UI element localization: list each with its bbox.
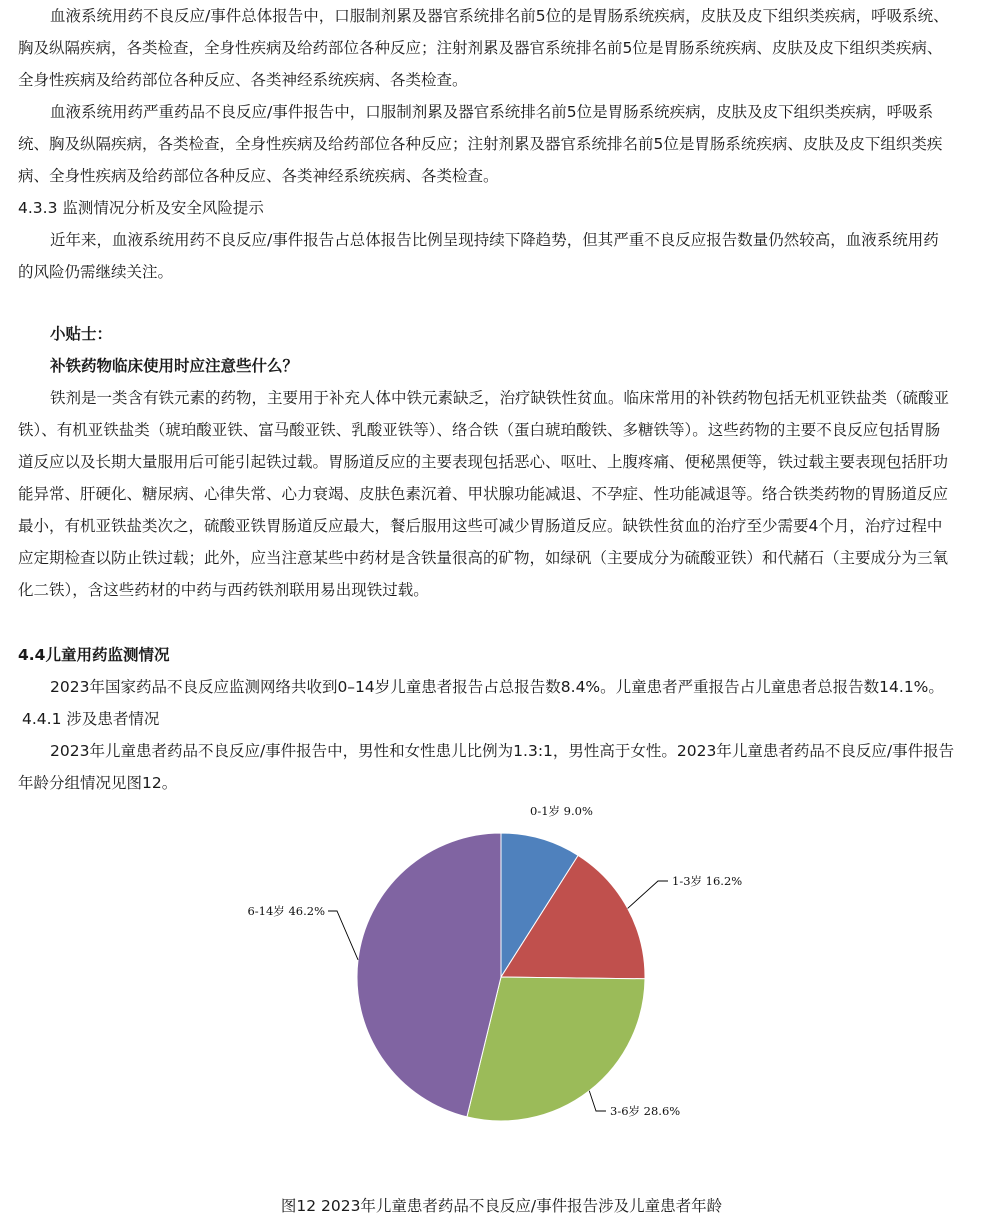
pie-label-0-1岁: 0-1岁 9.0% (530, 804, 593, 818)
para2-line1: 血液系统用药严重药品不良反应/事件报告中，口服制剂累及器官系统排名前5位是胃肠系统疾病，皮肤及皮下组织类疾病，呼吸系 (50, 103, 934, 121)
figure-caption: 图12 2023年儿童患者药品不良反应/事件报告涉及儿童患者年龄 (280, 1197, 723, 1215)
para3-line1: 近年来，血液系统用药不良反应/事件报告占总体报告比例呈现持续下降趋势，但其严重不良反应报告数量仍然较高，血液系统用药 (50, 231, 939, 249)
para2-line3: 病、全身性疾病及给药部位各种反应、各类神经系统疾病、各类检查。 (18, 167, 499, 185)
tip-line5: 最小，有机亚铁盐类次之，硫酸亚铁胃肠道反应最大，餐后服用这些可减少胃肠道反应。缺铁性贫血的治疗至少需要4个月，治疗过程中 (18, 517, 943, 535)
para1-line1: 血液系统用药不良反应/事件总体报告中，口服制剂累及器官系统排名前5位的是胃肠系统疾病，皮肤及皮下组织类疾病，呼吸系统、 (50, 7, 949, 25)
pie-label-6-14岁: 6-14岁 46.2% (247, 904, 325, 918)
age-pie-chart (0, 795, 1003, 1190)
tip-line7: 化二铁），含这些药材的中药与西药铁剂联用易出现铁过载。 (18, 581, 429, 599)
para1-line3: 全身性疾病及给药部位各种反应、各类神经系统疾病、各类检查。 (18, 71, 468, 89)
leader-line-6-14岁 (328, 911, 358, 960)
para-4-4-1-line2: 年龄分组情况见图12。 (18, 774, 178, 792)
para2-line2: 统、胸及纵隔疾病，各类检查，全身性疾病及给药部位各种反应；注射剂累及器官系统排名前5位是胃肠系统疾病、皮肤及皮下组织类疾 (18, 135, 943, 153)
section-heading-4-4-1: 4.4.1 涉及患者情况 (22, 710, 160, 728)
tip-line6: 应定期检查以防止铁过载；此外，应当注意某些中药材是含铁量很高的矿物，如绿矾（主要成分为硫酸亚铁）和代赭石（主要成分为三氧 (18, 549, 949, 567)
pie-label-1-3岁: 1-3岁 16.2% (672, 874, 743, 888)
tip-line1: 铁剂是一类含有铁元素的药物，主要用于补充人体中铁元素缺乏，治疗缺铁性贫血。临床常用的补铁药物包括无机亚铁盐类（硫酸亚 (50, 389, 950, 407)
para-4-4-line1: 2023年国家药品不良反应监测网络共收到0–14岁儿童患者报告占总报告数8.4%。儿童患者严重报告占儿童患者总报告数14.1%。 (50, 678, 944, 696)
para1-line2: 胸及纵隔疾病，各类检查，全身性疾病及给药部位各种反应；注射剂累及器官系统排名前5位是胃肠系统疾病、皮肤及皮下组织类疾病、 (18, 39, 943, 57)
leader-line-1-3岁 (628, 881, 668, 908)
tip-line2: 铁）、有机亚铁盐类（琥珀酸亚铁、富马酸亚铁、乳酸亚铁等）、络合铁（蛋白琥珀酸铁、多糖铁等）。这些药物的主要不良反应包括胃肠 (18, 421, 941, 439)
tip-line4: 能异常、肝硬化、糖尿病、心律失常、心力衰竭、皮肤色素沉着、甲状腺功能减退、不孕症、性功能减退等。络合铁类药物的胃肠道反应 (18, 485, 949, 503)
tip-line3: 道反应以及长期大量服用后可能引起铁过载。胃肠道反应的主要表现包括恶心、呕吐、上腹疼痛、便秘黑便等，铁过载主要表现包括肝功 (18, 453, 949, 471)
section-heading-4-3-3: 4.3.3 监测情况分析及安全风险提示 (18, 199, 264, 217)
tip-title: 小贴士： (50, 325, 113, 343)
pie-label-3-6岁: 3-6岁 28.6% (610, 1104, 681, 1118)
tip-question: 补铁药物临床使用时应注意些什么？ (50, 357, 299, 375)
leader-line-3-6岁 (589, 1091, 606, 1111)
section-heading-4-4: 4.4儿童用药监测情况 (18, 646, 170, 664)
para3-line2: 的风险仍需继续关注。 (18, 263, 174, 281)
para-4-4-1-line1: 2023年儿童患者药品不良反应/事件报告中，男性和女性患儿比例为1.3:1，男性高于女性。2023年儿童患者药品不良反应/事件报告 (50, 742, 955, 760)
